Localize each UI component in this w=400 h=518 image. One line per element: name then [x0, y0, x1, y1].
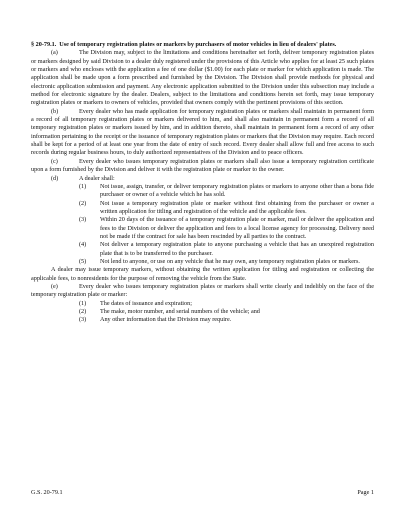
- paragraph-label: (b): [51, 107, 59, 115]
- paragraph-text: Every dealer who issues temporary registration plates or markers shall write clearly and indelibly on the face of the temporary registration plate or marker:: [31, 282, 374, 299]
- item-text: Not deliver a temporary registration plate to anyone purchasing a vehicle that has an unexpired registration plate that is to be transferred to the purchaser.: [100, 241, 374, 257]
- item-number: (5): [79, 257, 87, 265]
- paragraph-b: [31, 108, 374, 158]
- paragraph-text: Every dealer who issues temporary registration plates or markers shall also issue a temporary registration certificate upon a form furnished by the Division and deliver it with the registration plate or marker to the owner.: [31, 157, 374, 174]
- paragraph-label: (d): [51, 174, 59, 182]
- paragraph-text: Every dealer who has made application for temporary registration plates or markers shall maintain in permanent form a record of all temporary registration plates or markers delivered to him, and shall also maintain in permanent form a record of all temporary registration plates or markers issued by him, and in addition thereto, shall maintain in permanent form a record of any other information pertaining to the receipt or the issuance of temporary registration plates or markers that the Division may require. Each record shall be kept for a period of at least one year from the date of entry of such record. Every dealer shall allow full and free access to such records during regular business hours, to duly authorized representatives of the Division and to peace officers.: [31, 107, 374, 157]
- paragraph-a: [31, 49, 374, 107]
- list-item: [31, 183, 374, 200]
- list-item: [31, 200, 374, 217]
- paragraph-text: A dealer shall:: [79, 174, 115, 182]
- paragraph-d: [31, 175, 374, 183]
- item-text: The make, motor number, and serial numbers of the vehicle; and: [100, 308, 260, 315]
- item-number: (2): [79, 308, 87, 315]
- section-heading: [31, 41, 374, 49]
- paragraph-c: [31, 158, 374, 175]
- item-number: (1): [79, 299, 87, 307]
- page-footer: [31, 489, 374, 496]
- item-number: (1): [79, 182, 87, 190]
- paragraph-label: (e): [51, 282, 58, 290]
- item-text: Not issue a temporary registration plate or marker without first obtaining from the purchaser or owner a written application for titling and registration of the vehicle and the applicable fees.: [100, 199, 374, 215]
- list-item: [31, 258, 374, 266]
- list-item: [31, 308, 374, 316]
- paragraph-label: (c): [51, 157, 58, 165]
- list-item: [31, 300, 374, 308]
- item-text: The dates of issuance and expiration;: [100, 299, 192, 307]
- section-number: § 20-79.1.: [31, 41, 57, 48]
- list-item: [31, 241, 374, 258]
- item-text: Any other information that the Division may require.: [100, 316, 232, 324]
- item-number: (3): [79, 216, 87, 224]
- item-text: Not lend to anyone, or use on any vehicle that he may own, any temporary registration plates or markers.: [100, 257, 360, 265]
- footer-citation: G.S. 20-79.1: [31, 489, 63, 496]
- item-number: (4): [79, 241, 87, 249]
- paragraph-d-closing: A dealer may issue temporary markers, without obtaining the written application for titling and registration or collecting the applicable fees, to nonresidents for the purpose of removing the vehicle from the State.: [31, 266, 374, 282]
- page-number: Page 1: [357, 489, 374, 496]
- paragraph-text: The Division may, subject to the limitations and conditions hereinafter set forth, deliver temporary registration plates or markers designed by said Division to a dealer duly registered under the provisions of this Article who applies for at least 25 such plates or markers and who encloses with the application a fee of one dollar ($1.00) for each plate or marker for which application is made. The application shall be made upon a form prescribed and furnished by the Division. The Division shall provide methods for physical and electronic application submission and payment. Any electronic application submitted to the Division under this subsection may include a method for electronic signature by the dealer. Dealers, subject to the limitations and conditions herein set forth, may issue temporary registration plates or markers to owners of vehicles, provided that owners comply with the pertinent provisions of this section.: [31, 49, 374, 107]
- statute-page: [31, 41, 374, 325]
- section-title: Use of temporary registration plates or markers by purchasers of motor vehicles in lieu of dealers' plates.: [59, 41, 337, 48]
- item-text: Within 20 days of the issuance of a temporary registration plate or marker, mail or deliver the application and fees to the Division or deliver the application and fees to a local license agency for processing. Delivery need not be made if the contract for sale has been rescinded by all parties to the contract.: [100, 216, 374, 240]
- list-item: [31, 316, 374, 324]
- item-number: (3): [79, 316, 87, 324]
- paragraph-label: (a): [51, 49, 58, 57]
- list-item: [31, 216, 374, 241]
- item-text: Not issue, assign, transfer, or deliver temporary registration plates or markers to anyone other than a bona fide purchaser or owner of a vehicle which he has sold.: [100, 182, 374, 199]
- paragraph-e: [31, 283, 374, 300]
- item-number: (2): [79, 199, 87, 207]
